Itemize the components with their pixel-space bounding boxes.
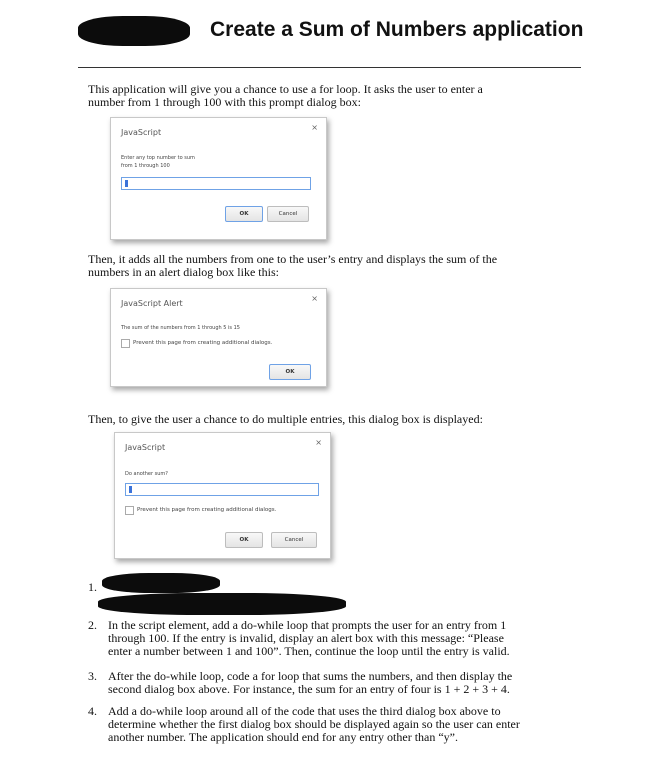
prompt-dialog: [110, 117, 327, 240]
prompt-input[interactable]: [121, 177, 311, 190]
redacted-step-line1: [102, 573, 220, 593]
intro-paragraph: This application will give you a chance to use a for loop. It asks the user to enter a number from 1 through 100 with this prompt dialog box:: [88, 82, 483, 109]
cancel-button[interactable]: Cancel: [267, 206, 309, 222]
redacted-step-line2: [98, 593, 346, 615]
ok-button[interactable]: OK: [225, 206, 263, 222]
text-caret: [125, 180, 128, 187]
text-caret: [129, 486, 132, 493]
step-number: 4.: [88, 704, 97, 718]
alert-message: The sum of the numbers from 1 through 5 is 15: [121, 325, 240, 331]
ok-button[interactable]: OK: [225, 532, 263, 548]
prompt-dialog-title: JavaScript: [121, 128, 162, 137]
step-text: After the do-while loop, code a for loop that sums the numbers, and then display the second dialog box above. For instance, the sum for an entry of four is 1 + 2 + 3 + 4.: [108, 669, 513, 696]
prevent-dialogs-label: Prevent this page from creating additional dialogs.: [137, 507, 277, 513]
cancel-button[interactable]: Cancel: [271, 532, 317, 548]
close-icon[interactable]: ×: [315, 438, 322, 447]
another-sum-input[interactable]: [125, 483, 319, 496]
step-text: In the script element, add a do-while loop that prompts the user for an entry from 1 through 100. If the entry is invalid, display an alert box with this message: “Please enter a number between 1 and 100”. Then, continue the loop until the entry is valid.: [108, 618, 510, 658]
step-text: Add a do-while loop around all of the code that uses the third dialog box above to determine whether the first dialog box should be displayed again so the user can enter another number. The application should end for any entry other than “y”.: [108, 704, 520, 744]
title-divider: [78, 67, 581, 68]
redacted-header-block: [78, 16, 190, 46]
prompt-message-line1: Enter any top number to sum: [121, 155, 195, 161]
alert-paragraph: Then, it adds all the numbers from one to the user’s entry and displays the sum of the numbers in an alert dialog box like this:: [88, 252, 498, 279]
alert-dialog-title: JavaScript Alert: [121, 299, 183, 308]
prevent-dialogs-checkbox[interactable]: [121, 339, 130, 348]
close-icon[interactable]: ×: [311, 123, 318, 132]
page-title: Create a Sum of Numbers application: [210, 18, 584, 41]
another-sum-dialog-title: JavaScript: [125, 443, 166, 452]
close-icon[interactable]: ×: [311, 294, 318, 303]
step-number: 3.: [88, 669, 97, 683]
prevent-dialogs-checkbox[interactable]: [125, 506, 134, 515]
prompt-message-line2: from 1 through 100: [121, 163, 170, 169]
another-sum-message: Do another sum?: [125, 471, 168, 477]
step-number: 1.: [88, 580, 97, 594]
step-number: 2.: [88, 618, 97, 632]
prevent-dialogs-label: Prevent this page from creating additional dialogs.: [133, 340, 273, 346]
alert-dialog: [110, 288, 327, 387]
another-sum-dialog: [114, 432, 331, 559]
ok-button[interactable]: OK: [269, 364, 311, 380]
multiple-entries-paragraph: Then, to give the user a chance to do multiple entries, this dialog box is displayed:: [88, 412, 483, 426]
